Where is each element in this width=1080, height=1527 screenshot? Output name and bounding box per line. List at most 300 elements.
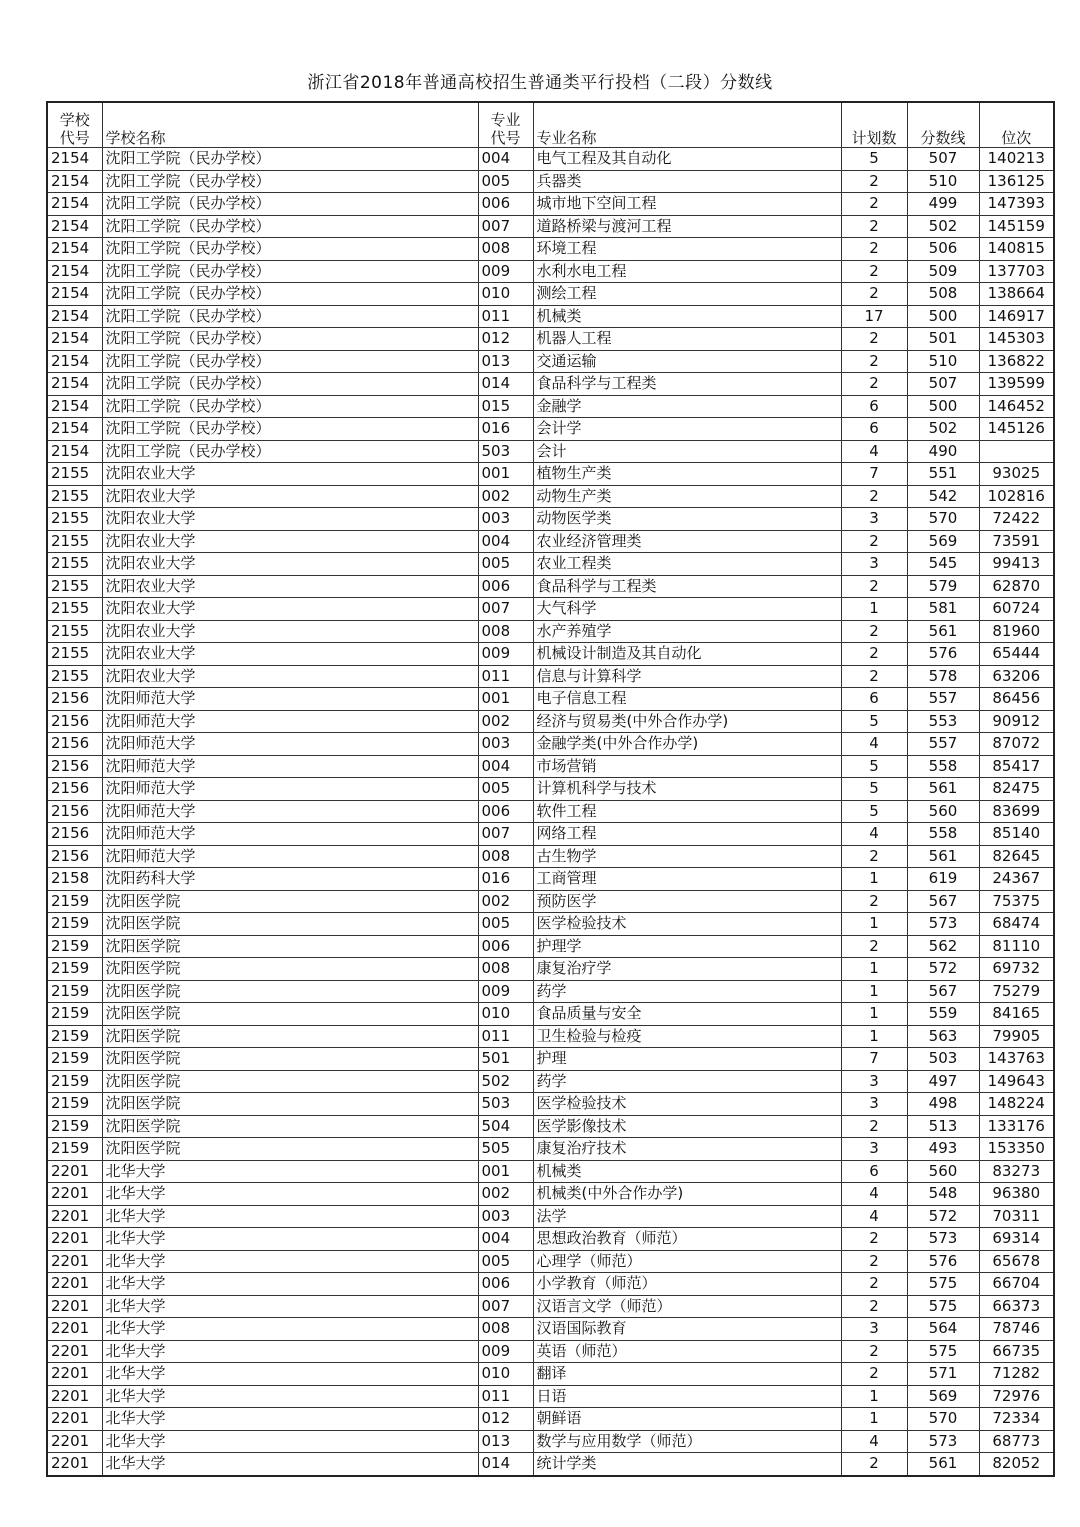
major-name-cell: 护理学	[533, 935, 841, 958]
table-row	[47, 1273, 1054, 1296]
rank-cell: 72334	[979, 1408, 1054, 1431]
plan-count-cell: 4	[841, 440, 907, 463]
plan-count-cell: 1	[841, 1385, 907, 1408]
school-code-cell: 2156	[47, 710, 102, 733]
plan-count-cell: 2	[841, 260, 907, 283]
rank-cell: 66373	[979, 1295, 1054, 1318]
table-row	[47, 328, 1054, 351]
school-code-cell: 2159	[47, 980, 102, 1003]
school-name-cell: 沈阳医学院	[102, 1025, 478, 1048]
plan-count-cell: 4	[841, 1205, 907, 1228]
school-name-cell: 沈阳农业大学	[102, 598, 478, 621]
major-code-cell: 001	[478, 1160, 533, 1183]
major-code-cell: 008	[478, 620, 533, 643]
plan-count-cell: 7	[841, 1048, 907, 1071]
rank-cell: 143763	[979, 1048, 1054, 1071]
table-row	[47, 868, 1054, 891]
plan-count-cell: 1	[841, 913, 907, 936]
score-line-cell: 572	[907, 1205, 979, 1228]
score-line-cell: 567	[907, 890, 979, 913]
major-name-cell: 计算机科学与技术	[533, 778, 841, 801]
major-name-cell: 市场营销	[533, 755, 841, 778]
major-name-cell: 水产养殖学	[533, 620, 841, 643]
plan-count-cell: 6	[841, 688, 907, 711]
table-row	[47, 373, 1054, 396]
table-row	[47, 755, 1054, 778]
school-name-cell: 沈阳工学院（民办学校）	[102, 440, 478, 463]
major-code-cell: 502	[478, 1070, 533, 1093]
major-code-cell: 010	[478, 1003, 533, 1026]
major-code-cell: 015	[478, 395, 533, 418]
major-code-cell: 003	[478, 733, 533, 756]
plan-count-cell: 1	[841, 598, 907, 621]
score-line-cell: 572	[907, 958, 979, 981]
school-name-cell: 沈阳工学院（民办学校）	[102, 418, 478, 441]
school-name-cell: 沈阳医学院	[102, 1003, 478, 1026]
plan-count-cell: 2	[841, 643, 907, 666]
school-code-cell: 2154	[47, 148, 102, 171]
rank-cell: 153350	[979, 1138, 1054, 1161]
major-name-cell: 朝鲜语	[533, 1408, 841, 1431]
score-line-cell: 563	[907, 1025, 979, 1048]
rank-cell: 79905	[979, 1025, 1054, 1048]
table-row	[47, 1025, 1054, 1048]
major-code-cell: 011	[478, 1385, 533, 1408]
plan-count-cell: 2	[841, 350, 907, 373]
school-code-cell: 2154	[47, 283, 102, 306]
table-row	[47, 935, 1054, 958]
rank-cell: 85140	[979, 823, 1054, 846]
school-name-cell: 北华大学	[102, 1228, 478, 1251]
rank-cell	[979, 440, 1054, 463]
major-name-cell: 医学影像技术	[533, 1115, 841, 1138]
major-name-cell: 数学与应用数学（师范）	[533, 1430, 841, 1453]
plan-count-cell: 4	[841, 1430, 907, 1453]
table-row	[47, 193, 1054, 216]
plan-count-cell: 2	[841, 1228, 907, 1251]
school-name-cell: 沈阳医学院	[102, 890, 478, 913]
major-name-cell: 医学检验技术	[533, 1093, 841, 1116]
school-code-cell: 2154	[47, 395, 102, 418]
plan-count-cell: 3	[841, 1138, 907, 1161]
school-code-cell: 2201	[47, 1205, 102, 1228]
score-line-cell: 508	[907, 283, 979, 306]
header-school-name: 学校名称	[102, 102, 478, 148]
plan-count-cell: 7	[841, 463, 907, 486]
rank-cell: 70311	[979, 1205, 1054, 1228]
school-code-cell: 2155	[47, 508, 102, 531]
table-row	[47, 958, 1054, 981]
major-code-cell: 002	[478, 710, 533, 733]
score-table	[46, 101, 1055, 1477]
table-row	[47, 778, 1054, 801]
plan-count-cell: 2	[841, 193, 907, 216]
major-name-cell: 电子信息工程	[533, 688, 841, 711]
score-line-cell: 499	[907, 193, 979, 216]
score-line-cell: 560	[907, 800, 979, 823]
school-name-cell: 沈阳药科大学	[102, 868, 478, 891]
major-name-cell: 水利水电工程	[533, 260, 841, 283]
school-code-cell: 2156	[47, 800, 102, 823]
school-name-cell: 北华大学	[102, 1250, 478, 1273]
plan-count-cell: 2	[841, 620, 907, 643]
major-name-cell: 英语（师范）	[533, 1340, 841, 1363]
school-name-cell: 沈阳医学院	[102, 1070, 478, 1093]
major-code-cell: 010	[478, 283, 533, 306]
major-name-cell: 道路桥梁与渡河工程	[533, 215, 841, 238]
school-code-cell: 2159	[47, 1003, 102, 1026]
rank-cell: 65444	[979, 643, 1054, 666]
major-name-cell: 农业经济管理类	[533, 530, 841, 553]
score-line-cell: 557	[907, 733, 979, 756]
school-name-cell: 沈阳师范大学	[102, 688, 478, 711]
table-row	[47, 800, 1054, 823]
school-name-cell: 沈阳医学院	[102, 1048, 478, 1071]
school-code-cell: 2156	[47, 845, 102, 868]
rank-cell: 69732	[979, 958, 1054, 981]
school-name-cell: 沈阳工学院（民办学校）	[102, 283, 478, 306]
school-code-cell: 2201	[47, 1273, 102, 1296]
major-code-cell: 006	[478, 800, 533, 823]
plan-count-cell: 2	[841, 1453, 907, 1476]
major-code-cell: 004	[478, 755, 533, 778]
major-code-cell: 004	[478, 1228, 533, 1251]
table-row	[47, 283, 1054, 306]
major-code-cell: 008	[478, 845, 533, 868]
table-row	[47, 1115, 1054, 1138]
plan-count-cell: 3	[841, 553, 907, 576]
major-name-cell: 卫生检验与检疫	[533, 1025, 841, 1048]
school-name-cell: 沈阳师范大学	[102, 845, 478, 868]
school-code-cell: 2201	[47, 1295, 102, 1318]
plan-count-cell: 2	[841, 575, 907, 598]
plan-count-cell: 2	[841, 283, 907, 306]
score-line-cell: 553	[907, 710, 979, 733]
score-line-cell: 513	[907, 1115, 979, 1138]
rank-cell: 145126	[979, 418, 1054, 441]
major-code-cell: 011	[478, 665, 533, 688]
rank-cell: 81110	[979, 935, 1054, 958]
plan-count-cell: 4	[841, 1183, 907, 1206]
school-code-cell: 2201	[47, 1250, 102, 1273]
score-line-cell: 503	[907, 1048, 979, 1071]
major-name-cell: 金融学类(中外合作办学)	[533, 733, 841, 756]
table-header-row	[47, 102, 1054, 148]
rank-cell: 102816	[979, 485, 1054, 508]
school-name-cell: 沈阳工学院（民办学校）	[102, 328, 478, 351]
rank-cell: 60724	[979, 598, 1054, 621]
major-code-cell: 007	[478, 598, 533, 621]
major-name-cell: 日语	[533, 1385, 841, 1408]
header-major-code-line1: 专业	[490, 111, 521, 129]
score-line-cell: 507	[907, 373, 979, 396]
major-name-cell: 食品质量与安全	[533, 1003, 841, 1026]
major-code-cell: 016	[478, 418, 533, 441]
rank-cell: 78746	[979, 1318, 1054, 1341]
school-name-cell: 北华大学	[102, 1205, 478, 1228]
rank-cell: 146452	[979, 395, 1054, 418]
table-row	[47, 1160, 1054, 1183]
school-code-cell: 2154	[47, 328, 102, 351]
school-name-cell: 沈阳医学院	[102, 1093, 478, 1116]
school-code-cell: 2201	[47, 1160, 102, 1183]
table-row	[47, 710, 1054, 733]
major-name-cell: 大气科学	[533, 598, 841, 621]
table-row	[47, 395, 1054, 418]
table-row	[47, 485, 1054, 508]
major-name-cell: 网络工程	[533, 823, 841, 846]
major-name-cell: 兵器类	[533, 170, 841, 193]
score-line-cell: 561	[907, 1453, 979, 1476]
school-name-cell: 沈阳医学院	[102, 980, 478, 1003]
rank-cell: 81960	[979, 620, 1054, 643]
score-line-cell: 570	[907, 1408, 979, 1431]
school-name-cell: 沈阳农业大学	[102, 530, 478, 553]
table-row	[47, 553, 1054, 576]
rank-cell: 133176	[979, 1115, 1054, 1138]
plan-count-cell: 2	[841, 1115, 907, 1138]
rank-cell: 85417	[979, 755, 1054, 778]
major-name-cell: 机械类(中外合作办学)	[533, 1183, 841, 1206]
major-code-cell: 014	[478, 1453, 533, 1476]
rank-cell: 146917	[979, 305, 1054, 328]
school-code-cell: 2201	[47, 1340, 102, 1363]
school-name-cell: 沈阳工学院（民办学校）	[102, 373, 478, 396]
school-name-cell: 沈阳师范大学	[102, 755, 478, 778]
school-code-cell: 2154	[47, 373, 102, 396]
major-code-cell: 002	[478, 485, 533, 508]
school-code-cell: 2154	[47, 215, 102, 238]
school-name-cell: 沈阳农业大学	[102, 643, 478, 666]
school-name-cell: 沈阳工学院（民办学校）	[102, 215, 478, 238]
table-row	[47, 733, 1054, 756]
school-name-cell: 沈阳医学院	[102, 935, 478, 958]
table-row	[47, 913, 1054, 936]
school-code-cell: 2156	[47, 733, 102, 756]
major-code-cell: 011	[478, 305, 533, 328]
school-code-cell: 2154	[47, 440, 102, 463]
score-line-cell: 542	[907, 485, 979, 508]
school-code-cell: 2154	[47, 350, 102, 373]
score-line-cell: 507	[907, 148, 979, 171]
table-row	[47, 1318, 1054, 1341]
major-code-cell: 008	[478, 958, 533, 981]
major-name-cell: 古生物学	[533, 845, 841, 868]
rank-cell: 137703	[979, 260, 1054, 283]
table-row	[47, 575, 1054, 598]
plan-count-cell: 2	[841, 373, 907, 396]
school-name-cell: 沈阳医学院	[102, 1115, 478, 1138]
rank-cell: 68474	[979, 913, 1054, 936]
school-code-cell: 2154	[47, 305, 102, 328]
score-line-cell: 579	[907, 575, 979, 598]
rank-cell: 66735	[979, 1340, 1054, 1363]
major-code-cell: 007	[478, 215, 533, 238]
major-name-cell: 环境工程	[533, 238, 841, 261]
major-name-cell: 信息与计算科学	[533, 665, 841, 688]
score-line-cell: 502	[907, 418, 979, 441]
rank-cell: 84165	[979, 1003, 1054, 1026]
major-name-cell: 汉语言文学（师范）	[533, 1295, 841, 1318]
plan-count-cell: 2	[841, 530, 907, 553]
table-row	[47, 1093, 1054, 1116]
school-code-cell: 2201	[47, 1430, 102, 1453]
score-line-cell: 619	[907, 868, 979, 891]
plan-count-cell: 1	[841, 1408, 907, 1431]
table-row	[47, 463, 1054, 486]
school-name-cell: 沈阳工学院（民办学校）	[102, 170, 478, 193]
school-code-cell: 2159	[47, 1025, 102, 1048]
school-code-cell: 2156	[47, 778, 102, 801]
score-line-cell: 576	[907, 1250, 979, 1273]
major-name-cell: 翻译	[533, 1363, 841, 1386]
school-name-cell: 沈阳工学院（民办学校）	[102, 305, 478, 328]
score-line-cell: 557	[907, 688, 979, 711]
major-code-cell: 005	[478, 170, 533, 193]
school-code-cell: 2201	[47, 1408, 102, 1431]
major-code-cell: 006	[478, 193, 533, 216]
rank-cell: 86456	[979, 688, 1054, 711]
school-code-cell: 2154	[47, 193, 102, 216]
rank-cell: 87072	[979, 733, 1054, 756]
plan-count-cell: 2	[841, 215, 907, 238]
school-code-cell: 2155	[47, 598, 102, 621]
rank-cell: 147393	[979, 193, 1054, 216]
school-code-cell: 2201	[47, 1318, 102, 1341]
plan-count-cell: 2	[841, 170, 907, 193]
table-row	[47, 1385, 1054, 1408]
major-name-cell: 机械类	[533, 305, 841, 328]
school-name-cell: 沈阳农业大学	[102, 575, 478, 598]
school-code-cell: 2156	[47, 688, 102, 711]
plan-count-cell: 2	[841, 238, 907, 261]
school-code-cell: 2154	[47, 238, 102, 261]
school-code-cell: 2155	[47, 463, 102, 486]
plan-count-cell: 5	[841, 148, 907, 171]
rank-cell: 82475	[979, 778, 1054, 801]
rank-cell: 68773	[979, 1430, 1054, 1453]
major-name-cell: 法学	[533, 1205, 841, 1228]
major-code-cell: 009	[478, 1340, 533, 1363]
school-code-cell: 2154	[47, 170, 102, 193]
major-code-cell: 004	[478, 148, 533, 171]
score-line-cell: 510	[907, 170, 979, 193]
major-name-cell: 工商管理	[533, 868, 841, 891]
table-row	[47, 170, 1054, 193]
major-code-cell: 001	[478, 463, 533, 486]
plan-count-cell: 2	[841, 1295, 907, 1318]
plan-count-cell: 2	[841, 485, 907, 508]
table-row	[47, 598, 1054, 621]
major-name-cell: 心理学（师范）	[533, 1250, 841, 1273]
score-line-cell: 562	[907, 935, 979, 958]
major-name-cell: 思想政治教育（师范）	[533, 1228, 841, 1251]
score-line-cell: 545	[907, 553, 979, 576]
score-line-cell: 509	[907, 260, 979, 283]
rank-cell: 90912	[979, 710, 1054, 733]
plan-count-cell: 2	[841, 1363, 907, 1386]
major-name-cell: 康复治疗学	[533, 958, 841, 981]
major-code-cell: 008	[478, 238, 533, 261]
table-row	[47, 148, 1054, 171]
major-code-cell: 012	[478, 328, 533, 351]
table-row	[47, 1228, 1054, 1251]
table-row	[47, 305, 1054, 328]
table-row	[47, 1408, 1054, 1431]
school-code-cell: 2154	[47, 418, 102, 441]
rank-cell: 83273	[979, 1160, 1054, 1183]
rank-cell: 145303	[979, 328, 1054, 351]
school-name-cell: 沈阳医学院	[102, 1138, 478, 1161]
score-line-cell: 490	[907, 440, 979, 463]
plan-count-cell: 2	[841, 890, 907, 913]
score-line-cell: 567	[907, 980, 979, 1003]
major-code-cell: 006	[478, 1273, 533, 1296]
table-row	[47, 418, 1054, 441]
school-name-cell: 沈阳工学院（民办学校）	[102, 193, 478, 216]
plan-count-cell: 2	[841, 1273, 907, 1296]
plan-count-cell: 1	[841, 980, 907, 1003]
school-code-cell: 2159	[47, 1070, 102, 1093]
major-name-cell: 城市地下空间工程	[533, 193, 841, 216]
header-major-code	[478, 102, 533, 148]
plan-count-cell: 6	[841, 418, 907, 441]
rank-cell: 65678	[979, 1250, 1054, 1273]
rank-cell: 72976	[979, 1385, 1054, 1408]
school-name-cell: 北华大学	[102, 1183, 478, 1206]
school-code-cell: 2154	[47, 260, 102, 283]
major-name-cell: 金融学	[533, 395, 841, 418]
rank-cell: 99413	[979, 553, 1054, 576]
major-code-cell: 002	[478, 1183, 533, 1206]
major-name-cell: 机械类	[533, 1160, 841, 1183]
major-name-cell: 机器人工程	[533, 328, 841, 351]
plan-count-cell: 3	[841, 1070, 907, 1093]
table-row	[47, 620, 1054, 643]
table-row	[47, 238, 1054, 261]
rank-cell: 24367	[979, 868, 1054, 891]
school-code-cell: 2155	[47, 530, 102, 553]
score-line-cell: 506	[907, 238, 979, 261]
school-name-cell: 北华大学	[102, 1160, 478, 1183]
school-name-cell: 北华大学	[102, 1453, 478, 1476]
score-line-cell: 570	[907, 508, 979, 531]
major-name-cell: 电气工程及其自动化	[533, 148, 841, 171]
major-name-cell: 统计学类	[533, 1453, 841, 1476]
score-line-cell: 575	[907, 1273, 979, 1296]
major-code-cell: 005	[478, 913, 533, 936]
school-name-cell: 沈阳医学院	[102, 958, 478, 981]
school-code-cell: 2155	[47, 485, 102, 508]
rank-cell: 63206	[979, 665, 1054, 688]
score-line-cell: 564	[907, 1318, 979, 1341]
major-name-cell: 食品科学与工程类	[533, 373, 841, 396]
document-title: 浙江省2018年普通高校招生普通类平行投档（二段）分数线	[307, 73, 773, 93]
rank-cell: 62870	[979, 575, 1054, 598]
plan-count-cell: 3	[841, 1093, 907, 1116]
plan-count-cell: 6	[841, 1160, 907, 1183]
score-line-cell: 561	[907, 778, 979, 801]
major-code-cell: 503	[478, 440, 533, 463]
table-row	[47, 688, 1054, 711]
major-code-cell: 007	[478, 823, 533, 846]
school-name-cell: 沈阳师范大学	[102, 823, 478, 846]
plan-count-cell: 5	[841, 710, 907, 733]
major-name-cell: 动物生产类	[533, 485, 841, 508]
plan-count-cell: 3	[841, 508, 907, 531]
table-row	[47, 1453, 1054, 1476]
rank-cell: 82645	[979, 845, 1054, 868]
